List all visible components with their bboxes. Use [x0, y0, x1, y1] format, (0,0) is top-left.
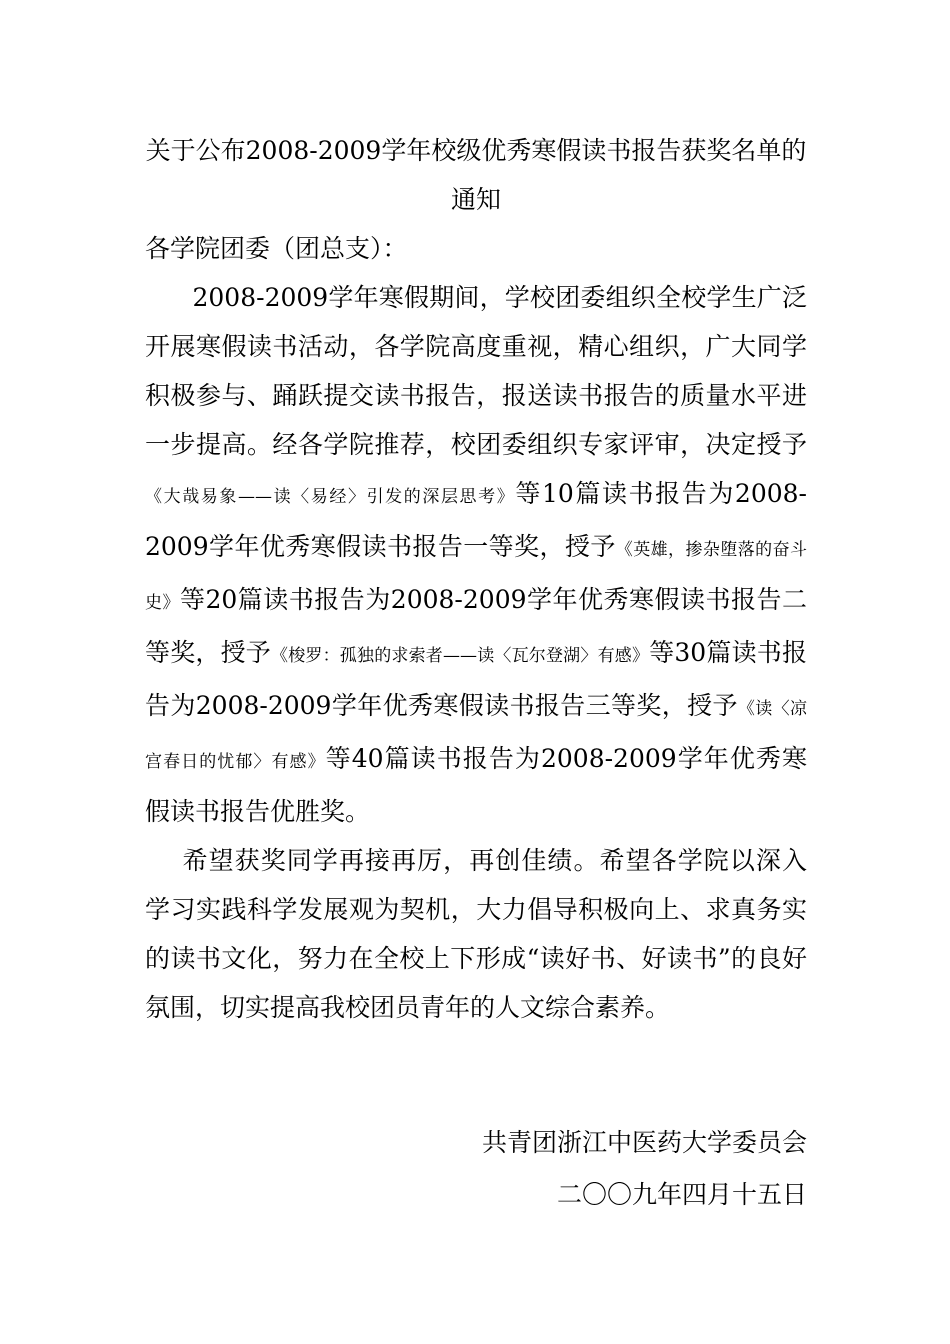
book-title-merit-prize: 《读〈凉宫春日的忧郁〉有感》 — [145, 699, 808, 772]
signature-organization: 共青团浙江中医药大学委员会 — [481, 1128, 807, 1157]
book-title-first-prize: 《大哉易象——读〈易经〉引发的深层思考》 — [145, 487, 516, 507]
award-third-prize: 等30篇读书报告为2008-2009学年优秀寒假读书报告三等奖，授予 — [145, 638, 807, 720]
signature-date: 二〇〇九年四月十五日 — [556, 1180, 807, 1209]
document-body — [145, 126, 807, 1032]
award-second-prize: 等20篇读书报告为2008-2009学年优秀寒假读书报告二等奖，授予 — [145, 585, 807, 667]
book-title-second-prize: 《英雄，掺杂堕落的奋斗史》 — [145, 540, 808, 613]
book-title-third-prize: 《梭罗：孤独的求索者——读〈瓦尔登湖〉有感》 — [271, 646, 650, 666]
paragraph-awards — [145, 273, 807, 836]
paragraph-awards-intro: 2008-2009学年寒假期间，学校团委组织全校学生广泛开展寒假读书活动，各学院高度重视，精心组织，广大同学积极参与、踊跃提交读书报告，报送读书报告的质量水平进一步提高。经各学院推荐，校团委组织专家评审，决定授予 — [145, 283, 807, 459]
salutation: 各学院团委（团总支）： — [145, 234, 408, 263]
award-merit-prize: 等40篇读书报告为2008-2009学年优秀寒假读书报告优胜奖。 — [145, 744, 808, 826]
award-first-prize: 等10篇读书报告为2008-2009学年优秀寒假读书报告一等奖，授予 — [145, 479, 807, 561]
paragraph-hope: 希望获奖同学再接再厉，再创佳绩。希望各学院以深入学习实践科学发展观为契机，大力倡导积极向上、求真务实的读书文化，努力在全校上下形成“读好书、好读书”的良好氛围，切实提高我校团员青年的人文综合素养。 — [145, 846, 807, 1022]
document-title: 关于公布2008-2009学年校级优秀寒假读书报告获奖名单的通知 — [145, 136, 807, 214]
